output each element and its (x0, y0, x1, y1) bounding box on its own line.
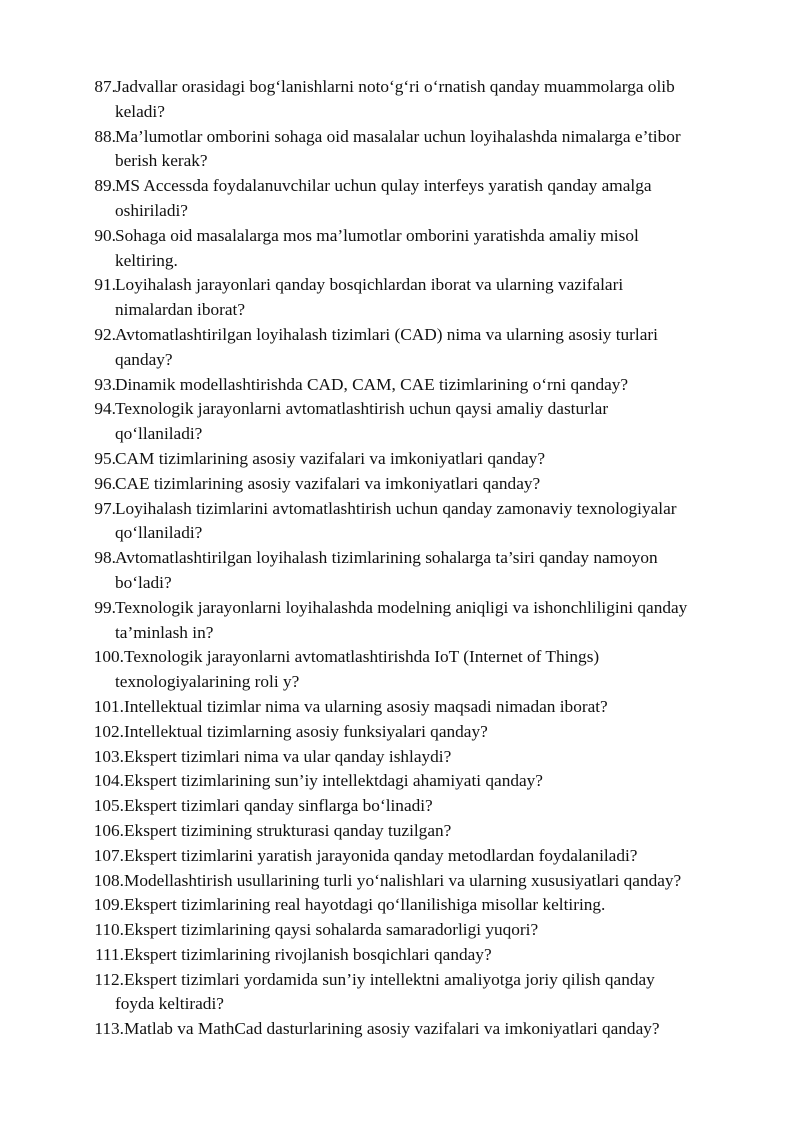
question-text: CAE tizimlarining asosiy vazifalari va imkoniyatlari qanday? (115, 473, 541, 493)
question-text: Ekspert tizimlarining real hayotdagi qo‘llanilishiga misollar keltiring. (124, 895, 606, 915)
question-number: 95. (94, 448, 116, 468)
question-number: 99. (94, 597, 116, 617)
question-text: Intellektual tizimlar nima va ularning asosiy maqsadi nimadan iborat? (124, 696, 608, 716)
list-item (0, 75, 800, 125)
question-number: 90. (94, 225, 116, 245)
question-text: Texnologik jarayonlarni avtomatlashtirish uchun qaysi amaliy dasturlar (115, 399, 609, 419)
question-text: Loyihalash jarayonlari qanday bosqichlardan iborat va ularning vazifalari (115, 275, 624, 295)
question-number: 92. (94, 324, 116, 344)
list-item (0, 174, 800, 224)
question-number: 111. (95, 944, 124, 964)
list-item (0, 497, 800, 547)
question-text: Modellashtirish usullarining turli yo‘nalishlari va ularning xususiyatlari qanday? (124, 870, 682, 890)
list-item (0, 596, 800, 646)
list-item (0, 447, 800, 472)
list-item (0, 546, 800, 596)
list-item (0, 373, 800, 398)
question-text: Ekspert tizimlarining qaysi sohalarda samaradorligi yuqori? (124, 920, 539, 940)
question-number: 89. (94, 176, 116, 196)
list-item (0, 224, 800, 274)
question-text: Ekspert tizimining strukturasi qanday tuzilgan? (124, 820, 452, 840)
question-text: CAM tizimlarining asosiy vazifalari va imkoniyatlari qanday? (115, 448, 545, 468)
question-text: MS Accessda foydalanuvchilar uchun qulay interfeys yaratish qanday amalga (115, 176, 652, 196)
question-text-continued: qanday? (115, 349, 173, 369)
question-number: 106. (93, 820, 124, 840)
question-text: Loyihalash tizimlarini avtomatlashtirish uchun qanday zamonaviy texnologiyalar (115, 498, 677, 518)
list-item (0, 323, 800, 373)
question-number: 113. (94, 1019, 124, 1039)
question-number: 104. (93, 771, 124, 791)
question-text: Ekspert tizimlarining sun’iy intellektdagi ahamiyati qanday? (124, 771, 543, 791)
list-item (0, 893, 800, 918)
question-text-continued: keltiring. (115, 250, 178, 270)
list-item (0, 720, 800, 745)
question-text-continued: nimalardan iborat? (115, 300, 246, 320)
question-number: 100. (93, 647, 124, 667)
question-text-continued: qo‘llaniladi? (115, 523, 203, 543)
list-item (0, 794, 800, 819)
list-item (0, 745, 800, 770)
list-item (0, 918, 800, 943)
question-number: 96. (94, 473, 116, 493)
list-item (0, 819, 800, 844)
question-number: 112. (94, 969, 124, 989)
list-item (0, 645, 800, 695)
question-text: Ekspert tizimlarining rivojlanish bosqichlari qanday? (124, 944, 492, 964)
question-text-continued: berish kerak? (115, 151, 208, 171)
question-number: 88. (94, 126, 116, 146)
list-item (0, 125, 800, 175)
question-text: Dinamik modellashtirishda CAD, CAM, CAE tizimlarining o‘rni qanday? (115, 374, 629, 394)
question-text: Ekspert tizimlari nima va ular qanday ishlaydi? (124, 746, 452, 766)
question-list (0, 75, 800, 1042)
question-number: 103. (93, 746, 124, 766)
question-text-continued: texnologiyalarining roli y? (115, 672, 300, 692)
question-number: 101. (93, 696, 124, 716)
question-number: 107. (93, 845, 124, 865)
question-number: 97. (94, 498, 116, 518)
question-text: Ekspert tizimlari qanday sinflarga bo‘linadi? (124, 796, 433, 816)
question-number: 109. (93, 895, 124, 915)
question-text: Matlab va MathCad dasturlarining asosiy vazifalari va imkoniyatlari qanday? (124, 1019, 660, 1039)
list-item (0, 943, 800, 968)
question-text-continued: ta’minlash in? (115, 622, 214, 642)
list-item (0, 695, 800, 720)
question-text: Ekspert tizimlari yordamida sun’iy intellektni amaliyotga joriy qilish qanday (124, 969, 655, 989)
question-text-continued: qo‘llaniladi? (115, 424, 203, 444)
question-number: 110. (94, 920, 124, 940)
question-number: 91. (94, 275, 116, 295)
question-text: Avtomatlashtirilgan loyihalash tizimlarining sohalarga ta’siri qanday namoyon (115, 548, 658, 568)
question-number: 108. (93, 870, 124, 890)
question-text: Ma’lumotlar omborini sohaga oid masalalar uchun loyihalashda nimalarga e’tibor (115, 126, 681, 146)
list-item (0, 769, 800, 794)
list-item (0, 968, 800, 1018)
list-item (0, 844, 800, 869)
question-text: Texnologik jarayonlarni avtomatlashtirishda IoT (Internet of Things) (124, 647, 600, 667)
list-item (0, 472, 800, 497)
question-text-continued: bo‘ladi? (115, 572, 172, 592)
question-text: Intellektual tizimlarning asosiy funksiyalari qanday? (124, 721, 488, 741)
question-number: 102. (93, 721, 124, 741)
question-text-continued: foyda keltiradi? (115, 994, 224, 1014)
list-item (0, 397, 800, 447)
question-number: 98. (94, 548, 116, 568)
question-text: Ekspert tizimlarini yaratish jarayonida qanday metodlardan foydalaniladi? (124, 845, 638, 865)
question-text: Sohaga oid masalalarga mos ma’lumotlar omborini yaratishda amaliy misol (115, 225, 639, 245)
question-number: 93. (94, 374, 116, 394)
question-number: 94. (94, 399, 116, 419)
question-text-continued: oshiriladi? (115, 200, 188, 220)
list-item (0, 1017, 800, 1042)
document-page (0, 75, 800, 1042)
question-text-continued: keladi? (115, 101, 165, 121)
list-item (0, 869, 800, 894)
question-text: Texnologik jarayonlarni loyihalashda modelning aniqligi va ishonchliligini qanday (115, 597, 688, 617)
list-item (0, 273, 800, 323)
question-text: Avtomatlashtirilgan loyihalash tizimlari (CAD) nima va ularning asosiy turlari (115, 324, 658, 344)
question-number: 87. (94, 77, 116, 96)
question-text: Jadvallar orasidagi bog‘lanishlarni noto‘g‘ri o‘rnatish qanday muammolarga olib (115, 77, 675, 96)
question-number: 105. (93, 796, 124, 816)
